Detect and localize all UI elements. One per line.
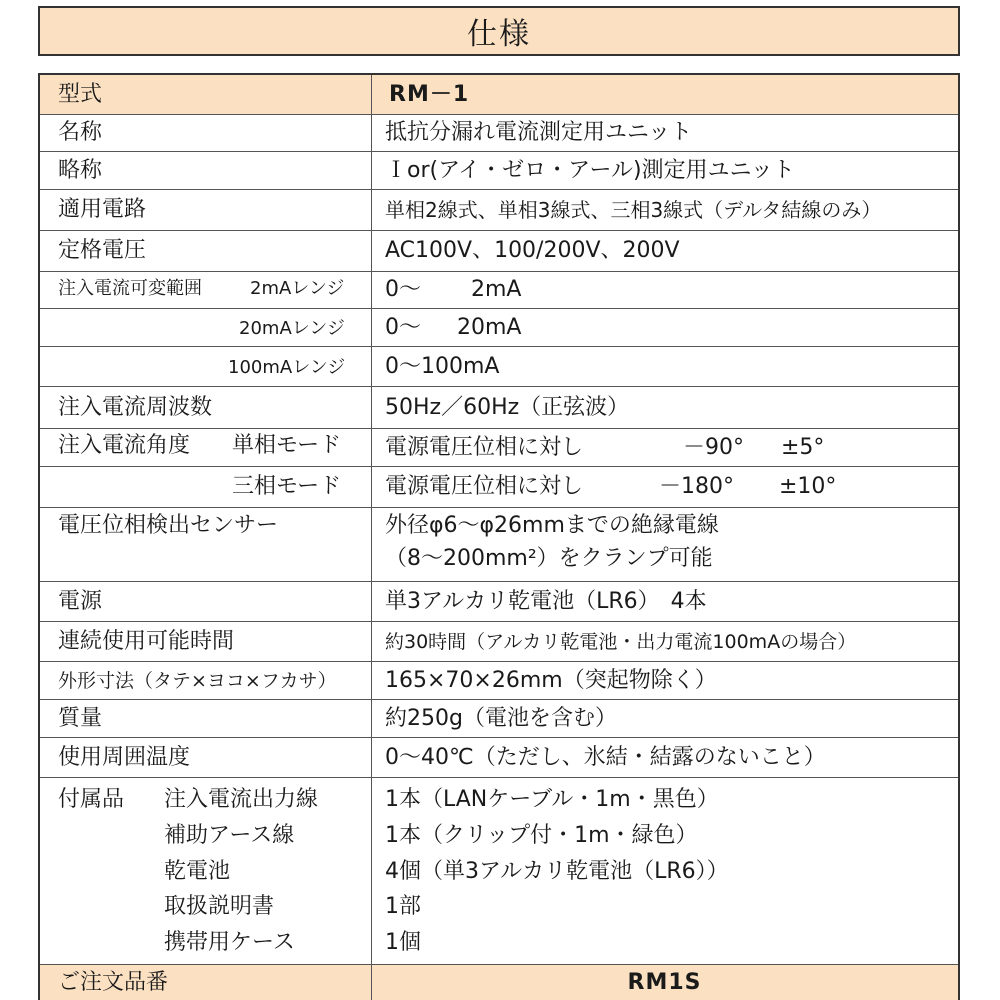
row-mass [40, 700, 958, 738]
accessories-label: 付属品 [58, 787, 125, 812]
sensor-line1: 外径φ6〜φ26mmまでの絶縁電線 [385, 513, 719, 538]
order-value: RM1S [627, 970, 702, 995]
row-angle-single [40, 429, 958, 467]
row-sensor [40, 508, 958, 582]
dimensions-value: 165×70×26mm（突起物除く） [385, 668, 717, 693]
angle-tolerance: ±5° [781, 435, 825, 460]
angle-tolerance: ±10° [779, 474, 837, 499]
angle-value: －90° [683, 435, 744, 460]
row-name [40, 115, 958, 152]
accessory-value: 1本（クリップ付・1m・緑色） [385, 823, 698, 848]
range-from: 0〜100mA [385, 354, 500, 379]
row-range-100ma [40, 347, 958, 387]
dimensions-label: 外形寸法（タテ×ヨコ×フカサ） [58, 670, 337, 692]
runtime-value: 約30時間（アルカリ乾電池・出力電流100mAの場合） [385, 631, 857, 653]
mass-label: 質量 [58, 706, 103, 731]
row-temperature [40, 738, 958, 778]
page-title: 仕様 [467, 17, 531, 52]
range-name: 20mAレンジ [239, 318, 345, 339]
accessory-name: 携帯用ケース [164, 930, 295, 955]
accessory-value: 1部 [385, 894, 421, 919]
accessory-name: 注入電流出力線 [164, 787, 319, 812]
title-bar [38, 6, 960, 56]
range-name: 100mAレンジ [228, 357, 346, 378]
abbr-value: Ｉor(アイ・ゼロ・アール)測定用ユニット [385, 158, 795, 183]
sensor-label: 電圧位相検出センサー [58, 513, 279, 538]
temperature-label: 使用周囲温度 [58, 745, 191, 770]
angle-text: 電源電圧位相に対し [385, 474, 584, 499]
angle-mode-name: 三相モード [232, 474, 342, 499]
order-label: ご注文品番 [58, 970, 169, 995]
angle-label: 注入電流角度 [58, 433, 191, 458]
power-value: 単3アルカリ乾電池（LR6） 4本 [385, 589, 707, 614]
circuit-label: 適用電路 [58, 197, 147, 222]
accessory-value: 4個（単3アルカリ乾電池（LR6）） [385, 859, 729, 884]
range-to: 20mA [457, 315, 522, 340]
runtime-label: 連続使用可能時間 [58, 629, 235, 654]
row-abbr [40, 152, 958, 190]
mass-value: 約250g（電池を含む） [385, 706, 617, 731]
abbr-label: 略称 [58, 158, 103, 183]
row-power [40, 582, 958, 622]
accessory-name: 取扱説明書 [164, 894, 275, 919]
row-frequency [40, 387, 958, 429]
row-order [40, 965, 958, 1000]
row-range-2ma [40, 272, 958, 309]
power-label: 電源 [58, 589, 103, 614]
spec-table [38, 73, 960, 1000]
frequency-value: 50Hz／60Hz（正弦波） [385, 395, 630, 420]
accessory-value: 1本（LANケーブル・1m・黒色） [385, 787, 719, 812]
row-voltage [40, 231, 958, 272]
accessory-name: 補助アース線 [164, 823, 295, 848]
sensor-line2: （8〜200mm²）をクランプ可能 [385, 546, 713, 571]
accessory-name: 乾電池 [164, 859, 231, 884]
row-angle-three [40, 467, 958, 508]
range-name: 2mAレンジ [250, 278, 345, 299]
model-value: RM－1 [389, 82, 470, 107]
model-label: 型式 [58, 82, 103, 107]
injection-range-label: 注入電流可変範囲 [58, 278, 202, 299]
row-dimensions [40, 662, 958, 700]
temperature-value: 0〜40℃（ただし、氷結・結露のないこと） [385, 745, 826, 770]
accessory-value: 1個 [385, 930, 421, 955]
range-to: 2mA [471, 277, 522, 302]
voltage-label: 定格電圧 [58, 238, 147, 263]
angle-mode-name: 単相モード [232, 433, 342, 458]
name-value: 抵抗分漏れ電流測定用ユニット [385, 120, 693, 145]
voltage-value: AC100V、100/200V、200V [385, 238, 680, 263]
angle-text: 電源電圧位相に対し [385, 435, 584, 460]
range-from: 0〜 [385, 315, 421, 340]
range-from: 0〜 [385, 277, 421, 302]
circuit-value: 単相2線式、単相3線式、三相3線式（デルタ結線のみ） [385, 198, 882, 222]
frequency-label: 注入電流周波数 [58, 395, 213, 420]
name-label: 名称 [58, 120, 103, 145]
row-model [40, 75, 958, 115]
row-circuit [40, 190, 958, 231]
angle-value: －180° [659, 474, 734, 499]
row-accessories [40, 778, 958, 965]
row-range-20ma [40, 309, 958, 347]
row-runtime [40, 622, 958, 662]
